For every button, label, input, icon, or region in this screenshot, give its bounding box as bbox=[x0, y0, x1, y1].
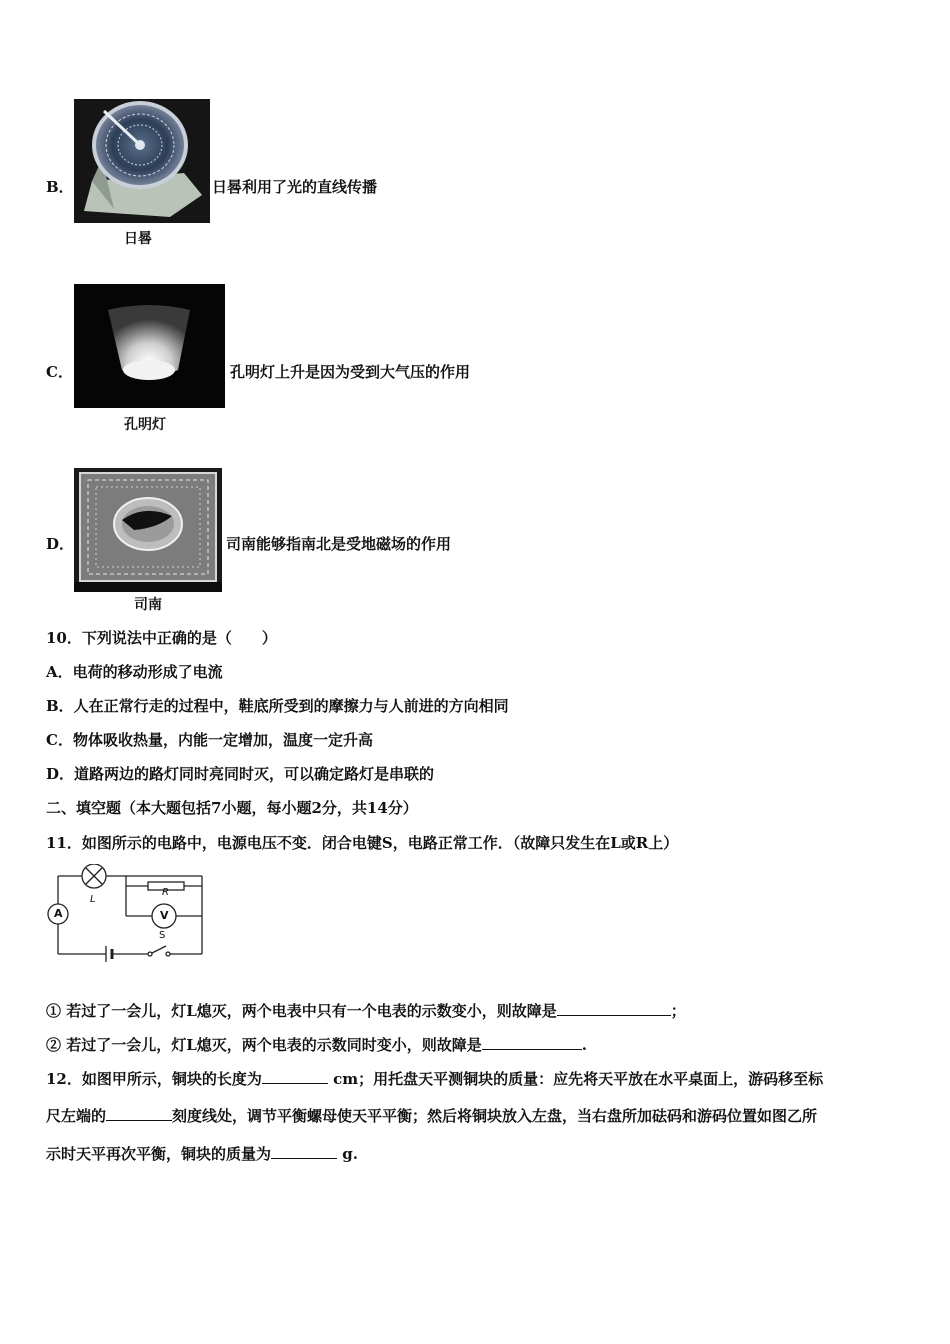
question-11-sub-1-text: ① 若过了一会儿，灯L熄灭，两个电表中只有一个电表的示数变小，则故障是 bbox=[46, 1002, 557, 1020]
question-12-line-2-text: 尺左端的 bbox=[46, 1107, 107, 1125]
circuit-diagram bbox=[44, 864, 208, 964]
ammeter-label: A bbox=[54, 907, 63, 920]
question-11-sub-2-end: . bbox=[581, 1036, 588, 1054]
question-12-line-1 bbox=[46, 1069, 823, 1089]
question-11-sub-1 bbox=[46, 1001, 686, 1021]
answer-blank-12-1[interactable] bbox=[262, 1069, 328, 1084]
option-d-letter: D． bbox=[46, 535, 75, 553]
question-10-stem: 10．下列说法中正确的是（ ） bbox=[46, 629, 277, 647]
option-d-text: 司南能够指南北是受地磁场的作用 bbox=[226, 535, 452, 553]
question-10-option-b: B．人在正常行走的过程中，鞋底所受到的摩擦力与人前进的方向相同 bbox=[46, 697, 509, 715]
question-10-option-a: A．电荷的移动形成了电流 bbox=[46, 663, 223, 681]
option-b-text: 日晷利用了光的直线传播 bbox=[212, 178, 378, 196]
sinan-compass-image bbox=[74, 468, 222, 592]
question-11-sub-2 bbox=[46, 1035, 587, 1055]
sky-lantern-caption: 孔明灯 bbox=[124, 417, 166, 433]
switch-label: S bbox=[159, 930, 166, 941]
question-12-line-3-end: g. bbox=[342, 1145, 358, 1163]
sundial-caption: 日晷 bbox=[124, 231, 152, 247]
question-12-line-3-text: 示时天平再次平衡，铜块的质量为 bbox=[46, 1145, 272, 1163]
question-12-line-1-text: 12．如图甲所示，铜块的长度为 bbox=[46, 1070, 262, 1088]
sundial-image bbox=[74, 99, 210, 223]
question-10-option-c: C．物体吸收热量，内能一定增加，温度一定升高 bbox=[46, 731, 373, 749]
voltmeter-label: V bbox=[160, 909, 169, 922]
section-2-heading: 二、填空题（本大题包括7小题，每小题2分，共14分） bbox=[46, 799, 418, 817]
answer-blank-11-1[interactable] bbox=[557, 1001, 671, 1016]
answer-blank-12-3[interactable] bbox=[271, 1144, 337, 1159]
question-11-sub-1-end: ； bbox=[670, 1002, 686, 1020]
sinan-compass-caption: 司南 bbox=[134, 597, 162, 613]
resistor-label: R bbox=[162, 887, 169, 898]
question-12-line-1-end: cm；用托盘天平测铜块的质量：应先将天平放在水平桌面上，游码移至标 bbox=[333, 1070, 824, 1088]
question-12-line-2 bbox=[46, 1106, 817, 1126]
question-12-line-3 bbox=[46, 1144, 358, 1164]
question-11-sub-2-text: ② 若过了一会儿，灯L熄灭，两个电表的示数同时变小，则故障是 bbox=[46, 1036, 482, 1054]
option-b-letter: B． bbox=[46, 178, 74, 196]
answer-blank-11-2[interactable] bbox=[482, 1035, 582, 1050]
question-11-stem: 11．如图所示的电路中，电源电压不变．闭合电键S，电路正常工作．（故障只发生在L或R上） bbox=[46, 834, 679, 852]
sky-lantern-image bbox=[74, 284, 225, 408]
lamp-label: L bbox=[90, 894, 96, 905]
question-10-option-d: D．道路两边的路灯同时亮同时灭，可以确定路灯是串联的 bbox=[46, 765, 435, 783]
question-12-line-2-end: 刻度线处，调节平衡螺母使天平平衡；然后将铜块放入左盘，当右盘所加砝码和游码位置如图乙所 bbox=[172, 1107, 818, 1125]
option-c-text: 孔明灯上升是因为受到大气压的作用 bbox=[230, 363, 471, 381]
option-c-letter: C． bbox=[46, 363, 73, 381]
answer-blank-12-2[interactable] bbox=[106, 1106, 172, 1121]
